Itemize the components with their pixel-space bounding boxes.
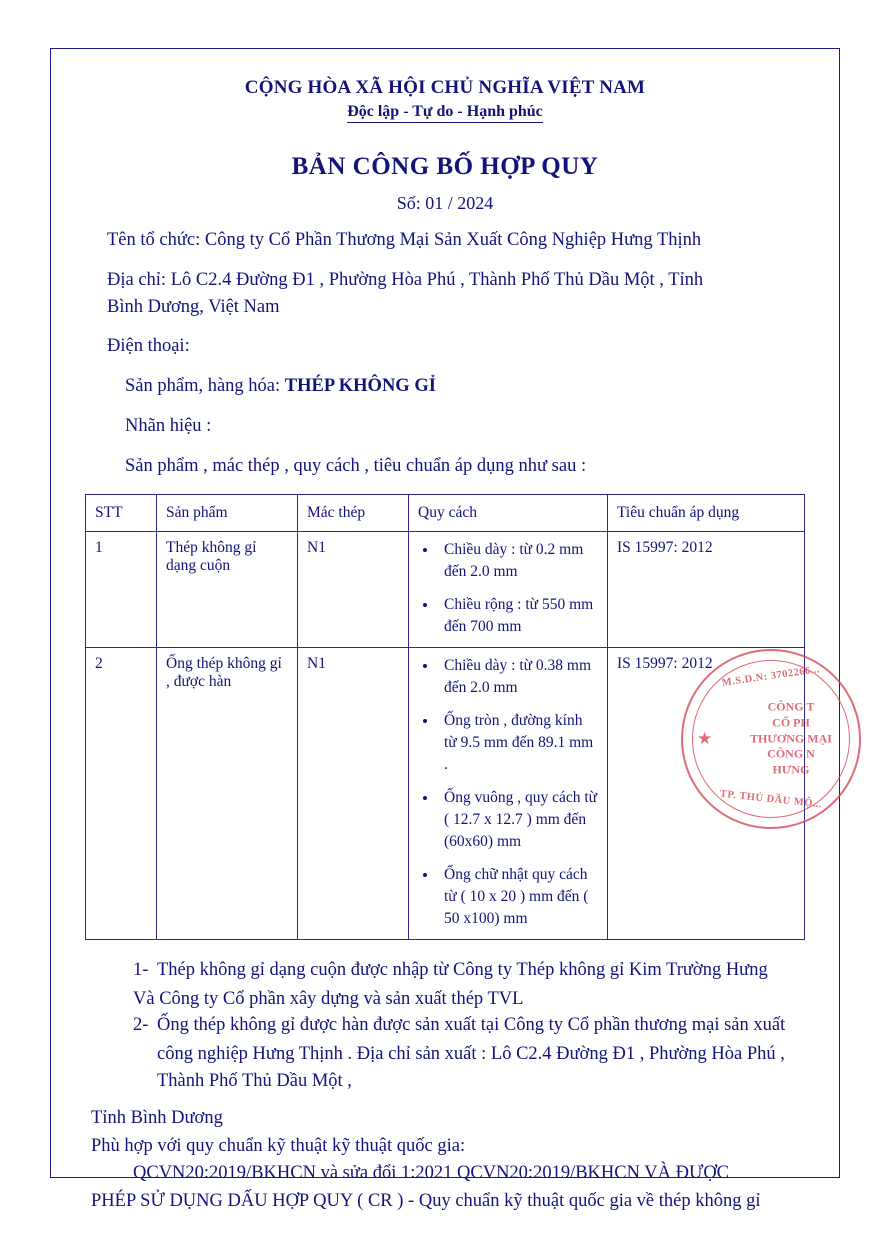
th-stt: STT (86, 494, 157, 531)
th-spec: Quy cách (409, 494, 608, 531)
brand-line: Nhãn hiệu : (125, 416, 212, 437)
spec-item: • Chiều rộng : từ 550 mm đến 700 mm (438, 594, 598, 638)
conformity-line-2: PHÉP SỬ DỤNG DẤU HỢP QUY ( CR ) - Quy chuẩn kỹ thuật quốc gia về thép không gỉ (91, 1191, 761, 1211)
spec-item: • Ống tròn , đường kính từ 9.5 mm đến 89.1 mm . (438, 710, 598, 776)
cell-product: Thép không gỉ dạng cuộn (157, 531, 298, 647)
cell-product: Ống thép không gỉ , được hàn (157, 647, 298, 939)
org-phone-line: Điện thoại: (107, 336, 190, 357)
note-text: Ống thép không gỉ được hàn được sản xuất tại Công ty Cổ phần thương mại sản xuất (157, 1015, 786, 1036)
seal-line-2: CỔ PH (772, 715, 810, 730)
seal-line-1: CÔNG T (767, 699, 815, 714)
note-number: 1- (133, 959, 149, 980)
org-address-label: Địa chỉ: (107, 269, 167, 290)
conformity-line-1: QCVN20:2019/BKHCN và sửa đổi 1:2021 QCVN20:2019/BKHCN VÀ ĐƯỢC (133, 1163, 730, 1184)
seal-arc-bottom: TP. THỦ DẦU MỘ... (719, 788, 823, 811)
note-continuation: Thành Phố Thủ Dầu Một , (157, 1070, 352, 1091)
seal-arc-top: M.S.D.N: 3702266... (721, 664, 821, 689)
note-item (85, 1012, 805, 1039)
org-name-label: Tên tổ chức: (107, 230, 201, 250)
cell-specs (409, 647, 608, 939)
org-address-line (85, 267, 805, 321)
spec-item: • Chiều dày : từ 0.38 mm đến 2.0 mm (438, 655, 598, 699)
cell-stt: 2 (86, 647, 157, 939)
cell-grade: N1 (298, 531, 409, 647)
spec-list (418, 539, 598, 638)
table-intro: Sản phẩm , mác thép , quy cách , tiêu chuẩn áp dụng như sau : (125, 455, 587, 476)
nation-line: CỘNG HÒA XÃ HỘI CHỦ NGHĨA VIỆT NAM (244, 77, 646, 98)
document-page (50, 48, 840, 1211)
th-standard: Tiêu chuẩn áp dụng (608, 494, 805, 531)
note-text: Thép không gỉ dạng cuộn được nhập từ Công ty Thép không gỉ Kim Trường Hưng (157, 959, 768, 980)
note-continuation: công nghiệp Hưng Thịnh . Địa chỉ sản xuất : Lô C2.4 Đường Đ1 , Phường Hòa Phú , (157, 1044, 785, 1065)
note-item (85, 957, 805, 984)
product-line (85, 373, 805, 400)
cell-stt: 1 (86, 531, 157, 647)
star-icon: ★ (697, 729, 713, 748)
conformity-label: Phù hợp với quy chuẩn kỹ thuật kỹ thuật quốc gia: (91, 1135, 466, 1156)
note-number: 2- (133, 1015, 149, 1036)
company-seal-stamp (681, 649, 861, 829)
footer-section (85, 1105, 805, 1216)
seal-line-4: CÔNG N (767, 746, 815, 761)
seal-center-text (729, 699, 853, 778)
th-grade: Mác thép (298, 494, 409, 531)
product-value: THÉP KHÔNG GỈ (284, 376, 436, 397)
notes-section (85, 957, 805, 1095)
cell-specs (409, 531, 608, 647)
table-row (86, 531, 805, 647)
seal-line-5: HƯNG (772, 762, 810, 777)
org-address-value: Lô C2.4 Đường Đ1 , Phường Hòa Phú , Thành Phố Thủ Dầu Một , Tỉnh (170, 269, 704, 290)
org-name-line (85, 227, 805, 254)
document-title: BẢN CÔNG BỐ HỢP QUY (291, 153, 599, 180)
spec-list (418, 655, 598, 930)
th-product: Sản phẩm (157, 494, 298, 531)
org-name-value: Công ty Cổ Phần Thương Mại Sản Xuất Công Nghiệp Hưng Thịnh (204, 230, 702, 250)
document-body (51, 49, 839, 1216)
spec-item: • Chiều dày : từ 0.2 mm đến 2.0 mm (438, 539, 598, 583)
spec-item: • Ống vuông , quy cách từ ( 12.7 x 12.7 ) mm đến (60x60) mm (438, 787, 598, 853)
seal-line-3: THƯƠNG MẠI (750, 731, 832, 746)
cell-standard: IS 15997: 2012 (608, 531, 805, 647)
org-address-value2: Bình Dương, Việt Nam (107, 296, 280, 317)
document-number: Số: 01 / 2024 (396, 193, 494, 213)
table-header-row (86, 494, 805, 531)
product-label: Sản phẩm, hàng hóa: (125, 376, 281, 397)
cell-standard: IS 15997: 2012 (608, 647, 805, 939)
national-header (85, 77, 805, 214)
spec-item: • Ống chữ nhật quy cách từ ( 10 x 20 ) mm đến ( 50 x100) mm (438, 864, 598, 930)
cell-grade: N1 (298, 647, 409, 939)
note-continuation: Và Công ty Cổ phần xây dựng và sản xuất thép TVL (133, 988, 524, 1009)
motto-line: Độc lập - Tự do - Hạnh phúc (347, 103, 543, 123)
province-line: Tỉnh Bình Dương (91, 1107, 223, 1128)
